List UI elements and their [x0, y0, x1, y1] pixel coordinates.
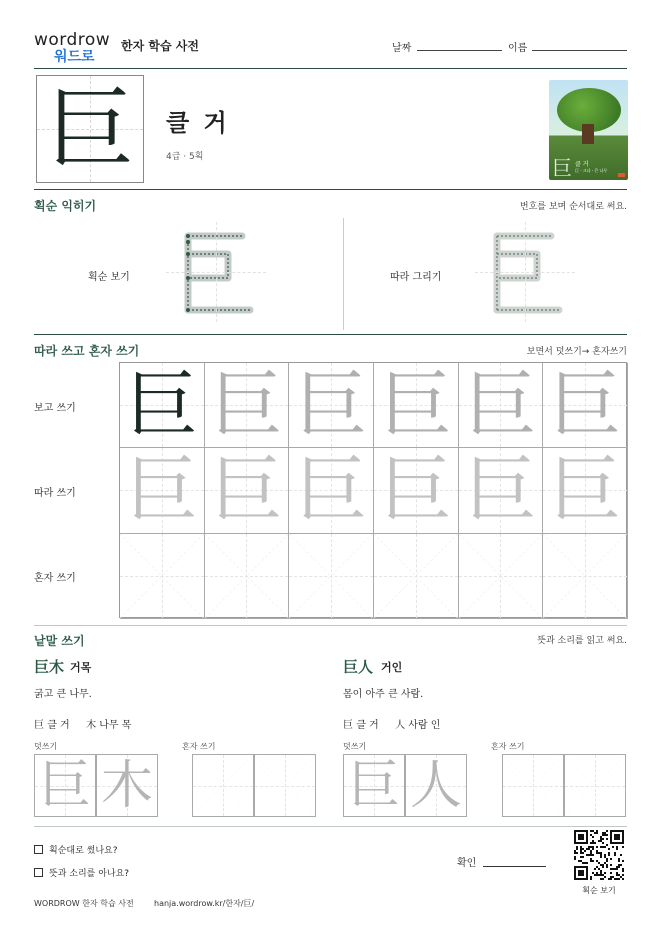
practice-char: 巨 — [125, 363, 198, 447]
vocab-free-box[interactable] — [502, 754, 564, 817]
thumb-badge — [618, 173, 625, 177]
practice-grid — [119, 362, 627, 618]
practice-cell[interactable] — [289, 363, 374, 448]
date-label: 날짜 — [392, 43, 412, 54]
footer-brand: WORDROW 한자 학습 사전 — [34, 899, 134, 908]
free-label: 혼자 쓰기 — [491, 742, 525, 751]
thumb-char: 巨 — [552, 156, 572, 180]
practice-char: 巨 — [295, 363, 368, 447]
checklist-item[interactable]: 뜻과 소리를 아나요? — [34, 866, 129, 879]
practice-cell[interactable] — [205, 448, 290, 533]
vocab-trace-box[interactable]: 巨 — [343, 754, 405, 817]
trace-label: 덧쓰기 — [34, 742, 58, 751]
practice-char: 巨 — [295, 448, 368, 533]
logo-text: wordrow — [34, 30, 111, 50]
logo-korean: 워드로 — [54, 49, 95, 65]
practice-char: 巨 — [464, 363, 537, 447]
practice-cell[interactable] — [205, 534, 290, 619]
practice-char: 巨 — [549, 448, 622, 533]
practice-cell[interactable] — [543, 534, 628, 619]
qr-code[interactable] — [574, 830, 624, 880]
practice-char: 巨 — [125, 448, 198, 533]
practice-cell[interactable] — [374, 363, 459, 448]
confirm-field[interactable] — [483, 866, 546, 867]
stroke-section-title: 획순 익히기 — [34, 199, 97, 213]
vocab-parts: 巨 클 거 人 사람 인 — [343, 720, 441, 731]
vocab-free-box[interactable] — [192, 754, 254, 817]
vocab-parts: 巨 클 거 木 나무 목 — [34, 720, 132, 731]
row-label-trace: 따라 쓰기 — [34, 488, 76, 499]
free-label: 혼자 쓰기 — [182, 742, 216, 751]
vocab-definition: 몸이 아주 큰 사람. — [343, 689, 424, 700]
vocab-divider — [34, 826, 627, 827]
stroke-view-box[interactable] — [166, 222, 266, 322]
practice-cell[interactable] — [120, 534, 205, 619]
tree-trunk — [582, 124, 594, 144]
practice-cell[interactable] — [374, 448, 459, 533]
hero-char: 巨 — [45, 78, 134, 181]
row-label-free: 혼자 쓰기 — [34, 573, 76, 584]
vocab-free-box[interactable] — [564, 754, 626, 817]
wordrow-logo — [34, 30, 114, 64]
name-label: 이름 — [508, 43, 528, 54]
thumb-sub: 巨 · 크다 · 큰 나무 — [575, 168, 608, 173]
stroke-divider-bottom — [34, 334, 627, 335]
vocab-definition: 굵고 큰 나무. — [34, 689, 92, 700]
char-meaning: 클 거 — [166, 109, 230, 137]
practice-divider — [34, 625, 627, 626]
name-field[interactable] — [532, 50, 627, 51]
stroke-view-label: 획순 보기 — [88, 272, 130, 283]
stroke-trace-box[interactable] — [475, 222, 575, 322]
vocab-trace-box[interactable]: 木 — [96, 754, 158, 817]
trace-label: 덧쓰기 — [343, 742, 367, 751]
practice-char: 巨 — [210, 448, 283, 533]
vocab-word: 巨木 — [34, 658, 65, 676]
qr-label: 획순 보기 — [582, 886, 616, 895]
checklist-item[interactable]: 획순대로 썼나요? — [34, 843, 118, 856]
hero-char-box — [36, 75, 144, 183]
row-label-view: 보고 쓰기 — [34, 403, 76, 414]
header-divider — [34, 68, 627, 69]
date-field[interactable] — [417, 50, 502, 51]
stroke-divider — [343, 218, 344, 330]
confirm-label: 확인 — [457, 858, 477, 869]
practice-cell[interactable] — [374, 534, 459, 619]
vocab-section-title: 낱말 쓰기 — [34, 634, 85, 648]
practice-cell[interactable] — [459, 448, 544, 533]
practice-char: 巨 — [464, 448, 537, 533]
practice-cell[interactable] — [459, 363, 544, 448]
vocab-trace-box[interactable]: 人 — [405, 754, 467, 817]
footer-url[interactable]: hanja.wordrow.kr/한자/巨/ — [154, 899, 255, 908]
thumb-meaning: 클 거 — [575, 161, 589, 168]
practice-cell[interactable] — [120, 363, 205, 448]
char-grade: 4급 · 5획 — [166, 152, 204, 162]
checkbox[interactable] — [34, 845, 43, 854]
practice-cell[interactable] — [543, 448, 628, 533]
practice-section-note: 보면서 덧쓰기→ 혼자쓰기 — [526, 347, 627, 357]
practice-char: 巨 — [379, 448, 452, 533]
vocab-reading: 거목 — [70, 661, 92, 674]
practice-section-title: 따라 쓰고 혼자 쓰기 — [34, 344, 140, 358]
hero-divider — [34, 189, 627, 190]
stroke-trace-label: 따라 그리기 — [390, 272, 442, 283]
practice-cell[interactable] — [543, 363, 628, 448]
checkbox[interactable] — [34, 868, 43, 877]
vocab-word: 巨人 — [343, 658, 374, 676]
practice-char: 巨 — [379, 363, 452, 447]
practice-cell[interactable] — [289, 448, 374, 533]
practice-cell[interactable] — [120, 448, 205, 533]
vocab-free-box[interactable] — [254, 754, 316, 817]
practice-char: 巨 — [549, 363, 622, 447]
practice-cell[interactable] — [289, 534, 374, 619]
practice-char: 巨 — [210, 363, 283, 447]
practice-cell[interactable] — [205, 363, 290, 448]
practice-cell[interactable] — [459, 534, 544, 619]
vocab-reading: 거인 — [381, 661, 403, 674]
stroke-section-note: 번호를 보며 순서대로 써요. — [519, 202, 627, 212]
mnemonic-image — [549, 80, 628, 180]
vocab-section-note: 뜻과 소리를 읽고 써요. — [537, 636, 627, 646]
vocab-trace-box[interactable]: 巨 — [34, 754, 96, 817]
page-brand-title: 한자 학습 사전 — [121, 39, 199, 53]
